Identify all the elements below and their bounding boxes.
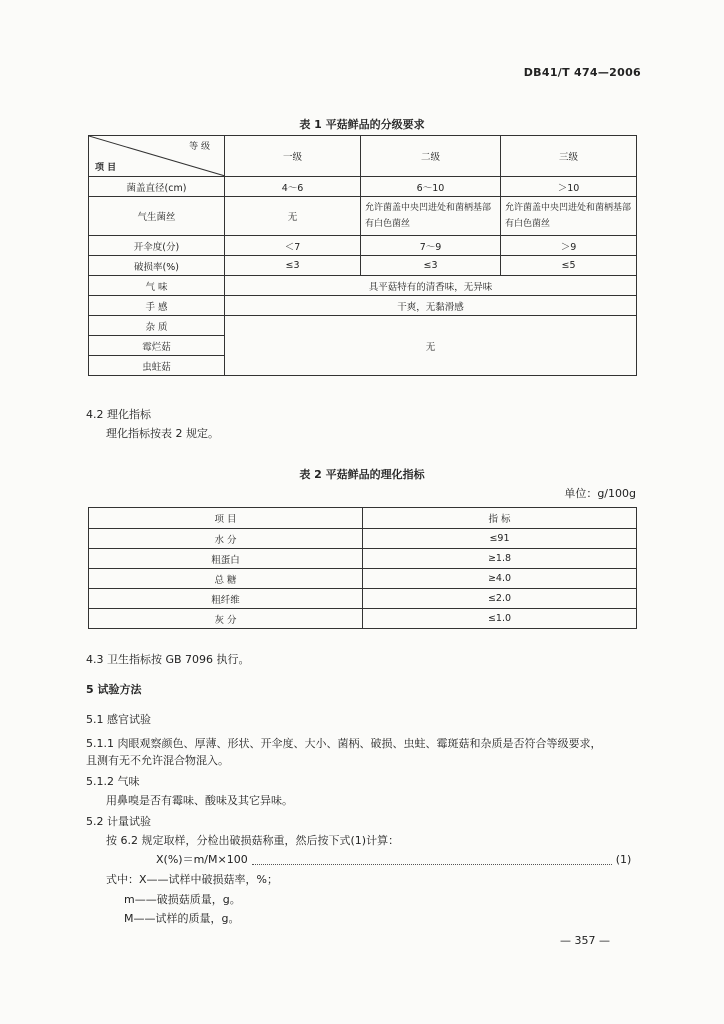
row-value: ＜7 — [225, 236, 361, 256]
row-item: 破损率(%) — [89, 256, 225, 276]
grading-table — [88, 135, 637, 376]
section-5-1-1-line1: 5.1.1 肉眼观察颜色、厚薄、形状、开伞度、大小、菌柄、破损、虫蛀、霉斑菇和杂质是否符合等级要求， — [86, 737, 602, 750]
none-value: 无 — [225, 316, 637, 376]
row-value: ≤3 — [361, 256, 501, 276]
section-5-1-2-title: 5.1.2 气味 — [86, 775, 140, 788]
section-4-2-title: 4.2 理化指标 — [86, 408, 151, 421]
leader-dots — [252, 855, 612, 865]
row-item: 总 糖 — [89, 569, 363, 589]
where-m: m——破损菇质量，g。 — [124, 893, 241, 906]
where-x: 式中：X——试样中破损菇率，%； — [106, 873, 278, 886]
row-item: 灰 分 — [89, 609, 363, 629]
section-4-2-body: 理化指标按表 2 规定。 — [106, 427, 219, 440]
row-value: 无 — [225, 197, 361, 236]
standard-number: DB41/T 474—2006 — [523, 66, 641, 79]
row-value: ＞9 — [501, 236, 637, 256]
merged-value: 具平菇特有的清香味，无异味 — [225, 276, 637, 296]
section-4-3: 4.3 卫生指标按 GB 7096 执行。 — [86, 653, 250, 666]
row-item: 气生菌丝 — [89, 197, 225, 236]
row-value: 允许菌盖中央凹进处和菌柄基部有白色菌丝 — [501, 197, 637, 236]
row-item: 开伞度(分) — [89, 236, 225, 256]
grade-2-header: 二级 — [361, 136, 501, 177]
row-value: ≤2.0 — [363, 589, 637, 609]
row-item: 粗纤维 — [89, 589, 363, 609]
row-item: 粗蛋白 — [89, 549, 363, 569]
row-item: 气 味 — [89, 276, 225, 296]
page-number: — 357 — — [560, 934, 610, 947]
where-big-m: M——试样的质量，g。 — [124, 912, 240, 925]
row-item: 菌盖直径(cm) — [89, 177, 225, 197]
row-value: ≥4.0 — [363, 569, 637, 589]
grade-1-header: 一级 — [225, 136, 361, 177]
row-value: ≤3 — [225, 256, 361, 276]
table1-caption: 表 1 平菇鲜品的分级要求 — [299, 118, 425, 131]
grade-3-header: 三级 — [501, 136, 637, 177]
row-value: ＞10 — [501, 177, 637, 197]
corner-item-label: 项 目 — [95, 163, 117, 173]
col-index-header: 指 标 — [363, 508, 637, 529]
row-value: 4～6 — [225, 177, 361, 197]
formula-expression: X(%)＝m/M×100 — [156, 853, 248, 866]
col-item-header: 项 目 — [89, 508, 363, 529]
row-item: 手 感 — [89, 296, 225, 316]
row-value: ≤91 — [363, 529, 637, 549]
row-value: 6～10 — [361, 177, 501, 197]
row-value: 7～9 — [361, 236, 501, 256]
row-value: 允许菌盖中央凹进处和菌柄基部有白色菌丝 — [361, 197, 501, 236]
row-item: 杂 质 — [89, 316, 225, 336]
section-5-title: 5 试验方法 — [86, 683, 142, 696]
formula — [156, 852, 631, 868]
row-item: 虫蛀菇 — [89, 356, 225, 376]
table2-unit: 单位：g/100g — [564, 487, 636, 500]
section-5-1-title: 5.1 感官试验 — [86, 713, 151, 726]
row-value: ≥1.8 — [363, 549, 637, 569]
row-item: 水 分 — [89, 529, 363, 549]
physicochemical-table — [88, 507, 637, 629]
section-5-1-1-line2: 且测有无不允许混合物混入。 — [86, 754, 229, 767]
table1-corner-cell — [89, 136, 225, 177]
row-item: 霉烂菇 — [89, 336, 225, 356]
section-5-1-2-body: 用鼻嗅是否有霉味、酸味及其它异味。 — [106, 794, 293, 807]
row-value: ≤1.0 — [363, 609, 637, 629]
section-5-2-body: 按 6.2 规定取样，分检出破损菇称重，然后按下式(1)计算： — [106, 834, 400, 847]
table2-caption: 表 2 平菇鲜品的理化指标 — [299, 468, 425, 481]
formula-number: (1) — [615, 853, 632, 866]
section-5-2-title: 5.2 计量试验 — [86, 815, 151, 828]
corner-grade-label: 等 级 — [189, 142, 210, 152]
row-value: ≤5 — [501, 256, 637, 276]
merged-value: 干爽，无黏滑感 — [225, 296, 637, 316]
